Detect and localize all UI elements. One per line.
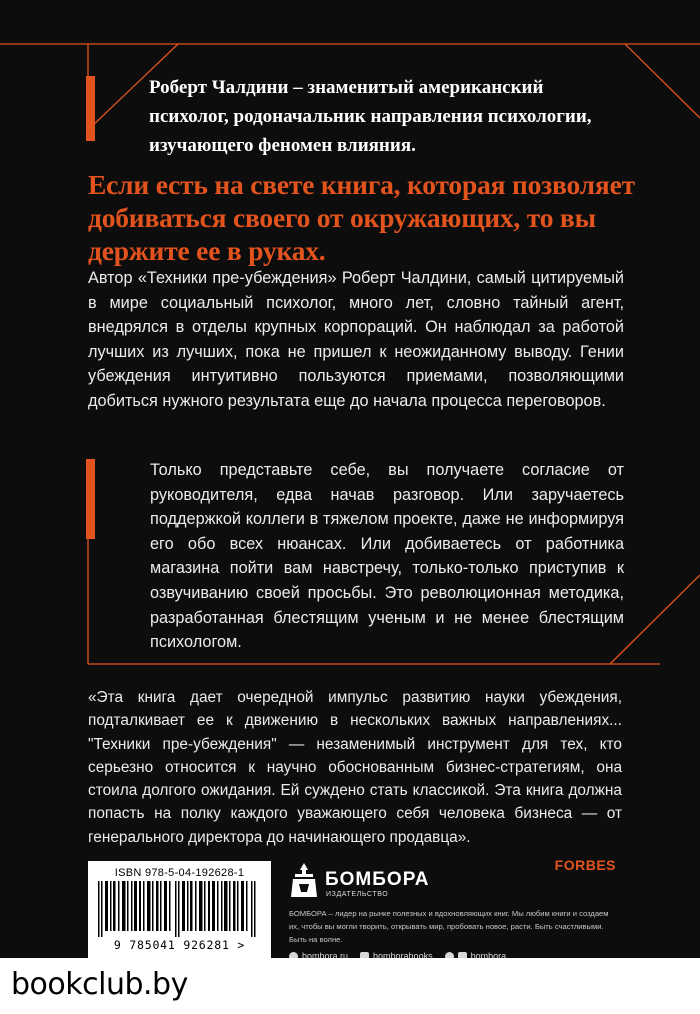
highlight-paragraph: Только представьте себе, вы получаете согласие от руководителя, едва начав разговор. Или заручаетесь поддержкой коллеги в тяжелом проекте, даже не информируя его обо всех нюансах. Или добиваетесь от работника магазина пойти вам навстречу, только-только приступив к озвучиванию своей просьбы. Это революционная методика, разработанная блестящим ученым и не менее блестящим психологом.	[150, 461, 624, 652]
top-right-diagonal	[625, 44, 700, 118]
social-icons	[458, 952, 467, 959]
social-link-vk[interactable]	[360, 951, 433, 958]
publisher-subtitle: ИЗДАТЕЛЬСТВО	[326, 891, 389, 898]
publisher-description: БОМБОРА – лидер на рынке полезных и вдохновляющих книг. Мы любим книги и создаем их, чтобы вы могли творить, открывать мир, пробовать новое, расти. Быть счастливыми. Быть на волне.	[289, 909, 609, 944]
social-label: bomborabooks	[373, 951, 433, 958]
social-icons	[445, 952, 454, 959]
social-link-other[interactable]	[445, 951, 507, 958]
publisher-name: БОМБОРА	[325, 869, 430, 890]
social-links	[289, 951, 506, 958]
review-quote: «Эта книга дает очередной импульс развитию науки убеждения, подталкивает ее к движению в нескольких важных направлениях... "Техники пре-убеждения" — незаменимый инструмент для тех, кто серьезно относится к научно обоснованным бизнес-стратегиям, она стоила долгого ожидания. Ей суждено стать классикой. Эта книга должна попасть на полку каждого уважающего себя человека бизнеса — от генерального директора до начинающего продавца».	[88, 689, 622, 846]
review-source: FORBES	[554, 857, 616, 873]
social-label: bombora.ru	[302, 951, 349, 958]
telegram-icon	[289, 952, 298, 959]
social-label: bombora	[470, 951, 507, 958]
description-paragraph: Автор «Техники пре-убеждения» Роберт Чалдини, самый цитируемый в мире социальный психолог, много лет, словно тайный агент, внедрялся в отделы крупных корпораций. Он наблюдал за работой лучших из лучших, пока не пришел к неожиданному выводу. Гении убеждения интуитивно пользуются приемами, позволяющими добиться нужного результата еще до начала процесса переговоров.	[88, 269, 624, 410]
quote-accent-bar	[86, 459, 95, 539]
vk-icon	[360, 952, 369, 959]
barcode-image	[98, 881, 261, 937]
bombora-logo-icon	[289, 862, 319, 898]
intro-accent-bar	[86, 76, 95, 141]
site-watermark: bookclub.by	[11, 967, 188, 1002]
social-link-site[interactable]	[289, 951, 348, 958]
barcode-panel	[88, 861, 271, 958]
isbn-label: ISBN 978-5-04-192628-1	[114, 867, 245, 879]
headline: Если есть на свете книга, которая позволяет добиваться своего от окружающих, то вы держите ее в руках.	[88, 169, 635, 266]
author-intro: Роберт Чалдини – знаменитый американский психолог, родоначальник направления психологии, изучающего феномен влияния.	[149, 77, 592, 156]
ean-number: 9 785041 926281 >	[113, 938, 246, 952]
